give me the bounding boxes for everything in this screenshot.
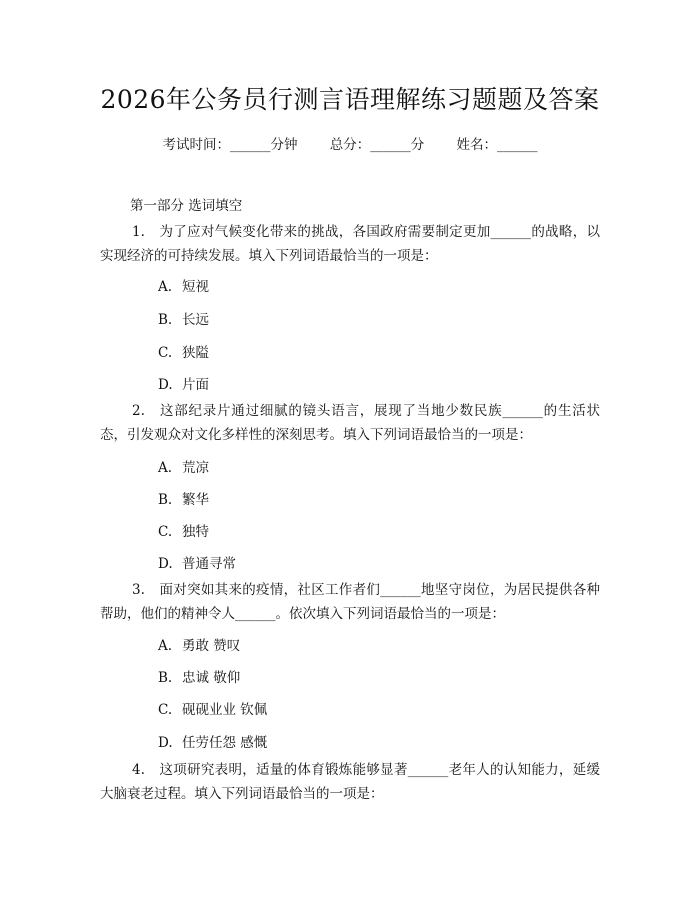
option-text: 片面 (182, 377, 209, 393)
option-3a (158, 634, 240, 654)
option-letter: B. (158, 312, 173, 328)
student-name: 姓名：______ (456, 137, 538, 153)
question-stem: 这部纪录片通过细腻的镜头语言，展现了当地少数民族______的生活状态，引发观众对文化多样性的深刻思考。填入下列词语最恰当的一项是： (100, 403, 600, 443)
option-letter: A. (158, 279, 173, 295)
question-stem: 面对突如其来的疫情，社区工作者们______地坚守岗位，为居民提供各种帮助，他们的精神令人______。依次填入下列词语最恰当的一项是： (100, 582, 601, 622)
section-heading: 第一部分 选词填空 (130, 198, 243, 214)
option-text: 独特 (182, 524, 209, 540)
option-letter: B. (158, 670, 173, 686)
option-text: 狭隘 (182, 345, 209, 361)
option-1a (158, 275, 209, 295)
question-2 (100, 399, 600, 447)
question-stem: 这项研究表明，适量的体育锻炼能够显著______老年人的认知能力，延缓大脑衰老过程。填入下列词语最恰当的一项是： (100, 762, 601, 802)
option-1b (158, 308, 209, 328)
option-text: 勇敢 赞叹 (182, 638, 241, 654)
exam-info (0, 133, 700, 153)
option-text: 任劳任怨 感慨 (182, 735, 268, 751)
option-letter: B. (158, 492, 173, 508)
option-3b (158, 666, 240, 686)
option-2a (158, 456, 209, 476)
option-text: 繁华 (182, 492, 209, 508)
option-1d (158, 373, 209, 393)
option-text: 长远 (182, 312, 209, 328)
option-letter: A. (158, 460, 173, 476)
total-score: 总分：______分 (329, 137, 425, 153)
question-number: 3. (132, 582, 145, 598)
document-title: 2026年公务员行测言语理解练习题题及答案 (100, 85, 600, 114)
option-letter: C. (158, 524, 173, 540)
option-2c (158, 520, 209, 540)
option-3d (158, 731, 267, 751)
option-letter: C. (158, 345, 173, 361)
option-letter: A. (158, 638, 173, 654)
question-number: 2. (132, 403, 145, 419)
option-text: 砚砚业业 钦佩 (182, 702, 268, 718)
question-1 (100, 220, 600, 268)
question-number: 1. (132, 224, 145, 240)
option-1c (158, 341, 209, 361)
option-letter: D. (158, 735, 173, 751)
option-2b (158, 488, 209, 508)
question-number: 4. (132, 762, 145, 778)
question-4 (100, 758, 600, 806)
option-text: 短视 (182, 279, 209, 295)
option-text: 普通寻常 (182, 556, 236, 572)
option-2d (158, 552, 236, 572)
option-letter: C. (158, 702, 173, 718)
exam-time: 考试时间：______分钟 (162, 137, 298, 153)
option-text: 忠诚 敬仰 (182, 670, 241, 686)
question-stem: 为了应对气候变化带来的挑战，各国政府需要制定更加______的战略，以实现经济的可持续发展。填入下列词语最恰当的一项是： (100, 224, 601, 264)
option-3c (158, 698, 267, 718)
option-text: 荒凉 (182, 460, 209, 476)
option-letter: D. (158, 556, 173, 572)
option-letter: D. (158, 377, 173, 393)
question-3 (100, 578, 600, 626)
